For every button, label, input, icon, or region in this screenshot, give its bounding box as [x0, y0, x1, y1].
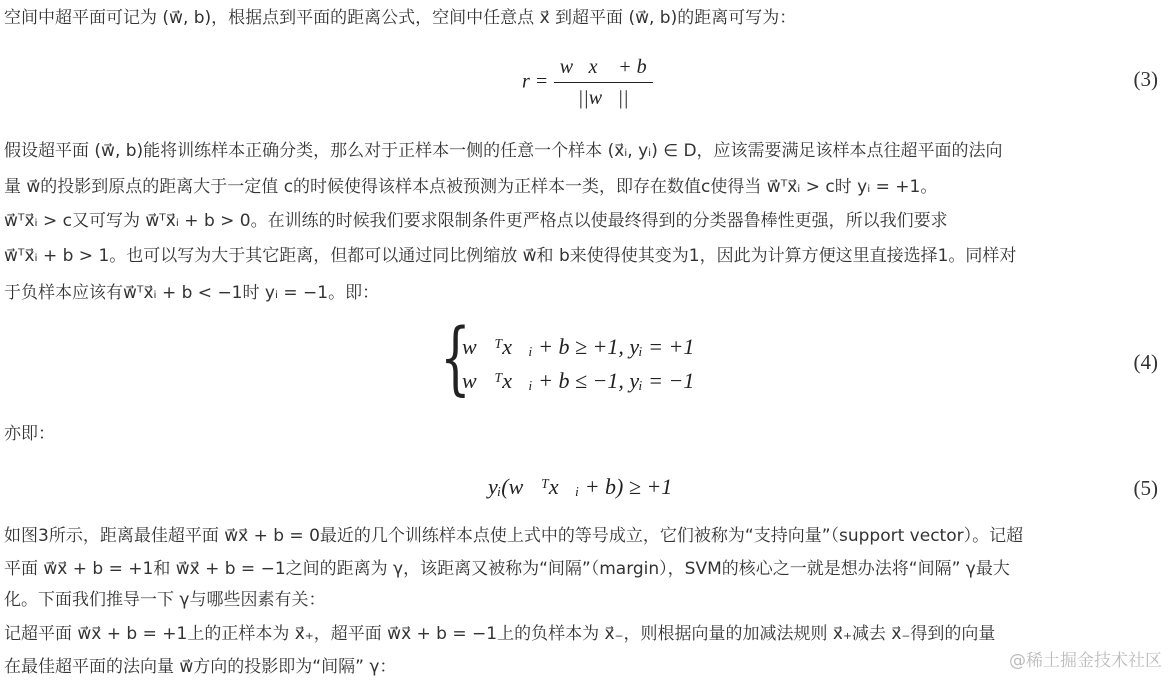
- eq4-brace: {: [440, 311, 471, 404]
- eq3-lhs: r =: [522, 70, 549, 93]
- para2-line: w⃗ᵀx⃗ᵢ + b > 1。也可以写为大于其它距离，但都可以通过同比例缩放 w⃗和 b来使得使其变为1，因此为计算方便这里直接选择1。同样对: [4, 246, 1017, 266]
- watermark: @稀土掘金技术社区: [1009, 651, 1162, 671]
- eq5-number: (5): [1133, 476, 1158, 500]
- para4-line: 化。下面我们推导一下 γ与哪些因素有关：: [4, 590, 326, 610]
- para5-line: 在最佳超平面的法向量 w⃗方向的投影即为“间隔” γ：: [4, 657, 397, 677]
- eq3-denominator: ||w⃗||: [577, 87, 629, 109]
- para2-line: 于负样本应该有w⃗ᵀx⃗ᵢ + b < −1时 yᵢ = −1。即：: [4, 283, 380, 303]
- eq4-line-2: w⃗ᵀx⃗ᵢ + b ≤ −1, yᵢ = −1: [462, 368, 695, 393]
- paragraph-namely: 亦即：: [4, 424, 55, 444]
- eq3-numerator: w⃗x⃗ + b: [554, 52, 653, 83]
- para2-line: w⃗ᵀx⃗ᵢ > c又可写为 w⃗ᵀx⃗ᵢ + b > 0。在训练的时候我们要求限制条件更严格点以使最终得到的分类器鲁棒性更强，所以我们要求: [4, 211, 948, 231]
- para5-line: 记超平面 w⃗x⃗ + b = +1上的正样本为 x⃗₊，超平面 w⃗x⃗ + b = −1上的负样本为 x⃗₋，则根据向量的加减法规则 x⃗₊减去 x⃗₋得到的向量: [4, 624, 996, 644]
- eq4-line-1: w⃗ᵀx⃗ᵢ + b ≥ +1, yᵢ = +1: [462, 334, 695, 359]
- para2-line: 假设超平面 (w⃗, b)能将训练样本正确分类，那么对于正样本一侧的任意一个样本 (x⃗ᵢ, yᵢ) ∈ D，应该需要满足该样本点往超平面的法向: [4, 141, 1003, 161]
- para2-line: 量 w⃗的投影到原点的距离大于一定值 c的时候使得该样本点被预测为正样本一类，即存在数值c使得当 w⃗ᵀx⃗ᵢ > c时 yᵢ = +1。: [4, 177, 938, 197]
- para4-line: 如图3所示，距离最佳超平面 w⃗x⃗ + b = 0最近的几个训练样本点使上式中的等号成立，它们被称为“支持向量”（support vector）。记超: [4, 526, 1024, 546]
- para4-line: 平面 w⃗x⃗ + b = +1和 w⃗x⃗ + b = −1之间的距离为 γ，该距离又被称为“间隔”（margin），SVM的核心之一就是想办法将“间隔” γ最大: [4, 559, 1010, 579]
- eq3-fraction: [554, 52, 653, 113]
- eq5-expr: yᵢ(w⃗ᵀx⃗ᵢ + b) ≥ +1: [488, 474, 673, 499]
- paragraph-intro: 空间中超平面可记为 (w⃗, b)，根据点到平面的距离公式，空间中任意点 x⃗ 到超平面 (w⃗, b)的距离可写为：: [4, 8, 797, 28]
- eq3-number: (3): [1133, 67, 1158, 91]
- eq4-number: (4): [1133, 350, 1158, 374]
